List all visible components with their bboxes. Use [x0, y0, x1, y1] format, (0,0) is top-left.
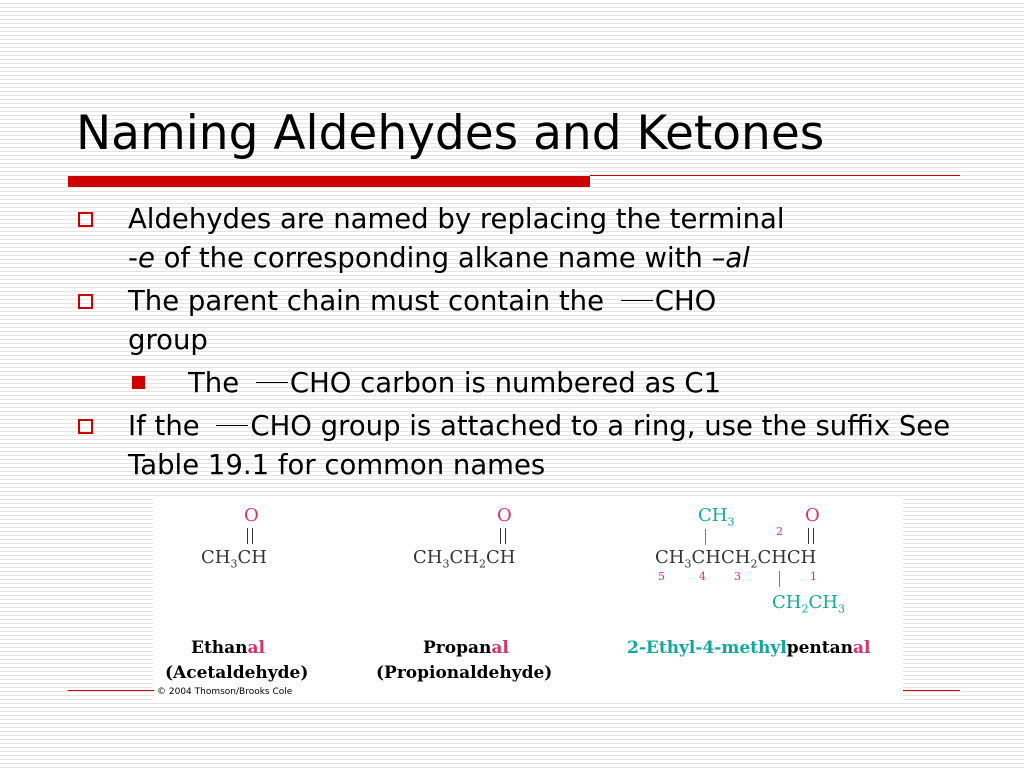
propanal-double-bond — [500, 528, 506, 544]
footer-rule-left — [68, 690, 154, 691]
hollow-square-bullet-icon — [78, 294, 93, 309]
propanal-common-name: (Propionaldehyde) — [376, 663, 553, 683]
ethanal-name: Ethanal — [191, 638, 266, 658]
bullet-1-e: e — [137, 242, 155, 274]
sub-bullet-text: The — [188, 367, 248, 399]
filled-square-bullet-icon — [132, 376, 145, 389]
pentanal-methyl-bond — [705, 529, 706, 545]
propanal-name: Propanal — [423, 638, 509, 658]
pentanal-methyl-group: $CH_3$ — [698, 505, 735, 529]
pentanal-c1-number: 1 — [810, 570, 817, 583]
bullet-item-2 — [76, 282, 976, 360]
ethanal-oxygen: O — [244, 505, 259, 526]
pentanal-name: 2-Ethyl-4-methylpentanal — [627, 638, 871, 658]
title-underline-thin — [590, 175, 960, 176]
ethanal-common-name: (Acetaldehyde) — [165, 663, 309, 683]
bullet-item-4 — [76, 407, 976, 485]
bullet-1-dash: - — [128, 242, 138, 274]
propanal-formula: $CH_3CH_2CH$ — [413, 547, 516, 571]
bond-dash-icon — [621, 300, 653, 301]
bond-dash-icon — [216, 425, 248, 426]
hollow-square-bullet-icon — [78, 212, 93, 227]
bullet-4-rest: group is attached to a ring, use the suffix See Table 19.1 for common names — [128, 410, 951, 481]
pentanal-chain: $CH_3CHCH_2CHCH$ — [655, 547, 817, 571]
pentanal-ethyl-bond — [779, 571, 780, 587]
ethanal-formula: $CH_3CH$ — [201, 547, 267, 571]
bond-dash-icon — [256, 382, 288, 383]
bullet-list — [76, 200, 976, 489]
bullet-4-text: If the — [128, 410, 209, 442]
aldehyde-structures-figure — [153, 497, 903, 702]
title-underline-thick — [68, 176, 590, 187]
pentanal-c2-number: 2 — [776, 525, 783, 538]
copyright-credit: © 2004 Thomson/Brooks Cole — [157, 687, 293, 697]
bullet-2-cho: CHO — [654, 285, 717, 317]
pentanal-c5-number: 5 — [658, 570, 665, 583]
bullet-item-1 — [76, 200, 976, 278]
bullet-1-part1: Aldehydes are named by replacing the terminal — [128, 203, 785, 235]
pentanal-ethyl-group: $CH_2CH_3$ — [772, 592, 845, 616]
pentanal-c4-number: 4 — [699, 570, 706, 583]
ethanal-double-bond — [247, 528, 253, 544]
sub-bullet-cho: CHO — [289, 367, 352, 399]
bullet-4-cho: CHO — [250, 410, 312, 442]
propanal-oxygen: O — [497, 505, 512, 526]
bullet-2-text: The parent chain must contain the — [128, 285, 613, 317]
sub-bullet-item — [76, 364, 976, 403]
bullet-1-al: –al — [711, 242, 750, 274]
hollow-square-bullet-icon — [78, 419, 93, 434]
sub-bullet-rest: carbon is numbered as C1 — [351, 367, 722, 399]
footer-rule-right — [903, 690, 960, 691]
bullet-2-rest: group — [128, 324, 208, 356]
bullet-1-part2: of the corresponding alkane name with — [154, 242, 712, 274]
pentanal-c3-number: 3 — [734, 570, 741, 583]
pentanal-double-bond — [808, 528, 814, 544]
pentanal-oxygen: O — [805, 505, 820, 526]
slide-title: Naming Aldehydes and Ketones — [76, 106, 825, 161]
